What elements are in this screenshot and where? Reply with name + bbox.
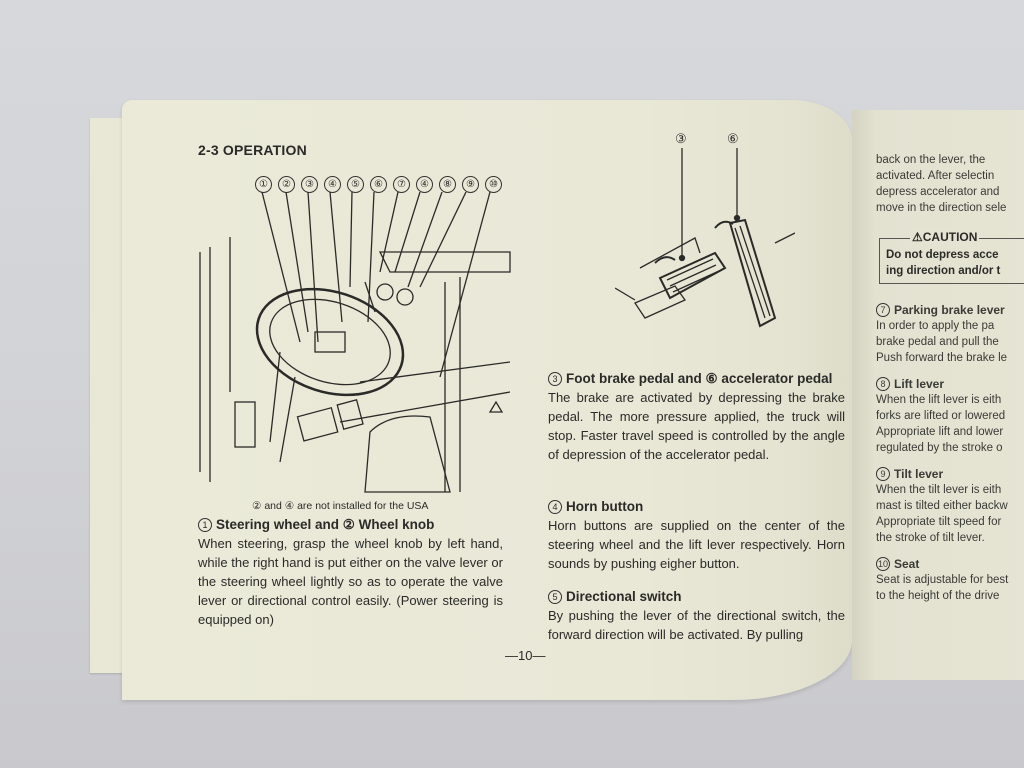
callout-1: ①: [255, 176, 272, 193]
callout-7: ⑦: [393, 176, 410, 193]
item-title: 3 Foot brake pedal and ⑥ accelerator pedal: [548, 370, 845, 388]
svg-text:⑥: ⑥: [727, 131, 739, 146]
operator-cab-illustration: [190, 192, 515, 497]
callout-6: ⑥: [370, 176, 387, 193]
item-lift-lever-title: 8 Lift lever: [876, 376, 1024, 392]
caution-box: [879, 230, 1024, 284]
item-body: Horn buttons are supplied on the center of the steering wheel and the lift lever respectively. Horn sounds by pushing eigher button.: [548, 518, 845, 571]
callout-10: ⑩: [485, 176, 502, 193]
caution-label: ⚠CAUTION: [912, 230, 978, 244]
callout-3: ③: [301, 176, 318, 193]
item-body: The brake are activated by depressing the brake pedal. The more pressure applied, the truck will stop. Faster travel speed is controlled by the angle of depression of the accelerator pedal.: [548, 390, 845, 462]
item-body: By pushing the lever of the directional switch, the forward direction will be activated. By pulling: [548, 608, 845, 642]
item-steering-wheel: [198, 516, 503, 629]
caution-text: Do not depress acce ing direction and/or t: [886, 249, 1001, 277]
right-items: 7 Parking brake lever In order to apply the pa brake pedal and pull the Push forward the brake le 8 Lift lever When the lift lever is eith forks are lifted or lowered Appropriate lift and lower regulated by the stroke o 9 Tilt lever When the tilt lever is eith mast is tilted either backw Appropriate tilt speed for the stroke of tilt lever. 10 Seat Seat is adjustable for best to the height of the drive: [876, 292, 1024, 604]
item-title: 1 Steering wheel and ② Wheel knob: [198, 516, 503, 534]
svg-text:③: ③: [675, 131, 687, 146]
figure-caption: ② and ④ are not installed for the USA: [252, 500, 429, 512]
callout-4b: ④: [416, 176, 433, 193]
item-tilt-lever-title: 9 Tilt lever: [876, 466, 1024, 482]
callout-8: ⑧: [439, 176, 456, 193]
item-body: When steering, grasp the wheel knob by left hand, while the right hand is put either on the valve lever or the steering wheel lightly so as to operate the valve lever or directional control easily. (Power steering is equipped on): [198, 536, 503, 627]
item-foot-brake-accelerator: [548, 370, 845, 464]
page-number: —10—: [505, 648, 546, 663]
item-directional-switch: [548, 588, 845, 644]
item-parking-brake-title: 7 Parking brake lever: [876, 302, 1024, 318]
item-title: 4 Horn button: [548, 498, 845, 516]
section-title: 2-3 OPERATION: [198, 142, 307, 158]
figure-callouts: [255, 176, 502, 193]
item-title: 5 Directional switch: [548, 588, 845, 606]
pedal-illustration: [615, 128, 795, 338]
callout-4: ④: [324, 176, 341, 193]
item-seat-title: 10 Seat: [877, 557, 920, 571]
leader-lines: [262, 192, 490, 377]
callout-5: ⑤: [347, 176, 364, 193]
item-horn-button: [548, 498, 845, 573]
callout-9: ⑨: [462, 176, 479, 193]
right-intro: back on the lever, the activated. After selectin depress accelerator and move in the direction sele: [876, 154, 1007, 214]
callout-2: ②: [278, 176, 295, 193]
